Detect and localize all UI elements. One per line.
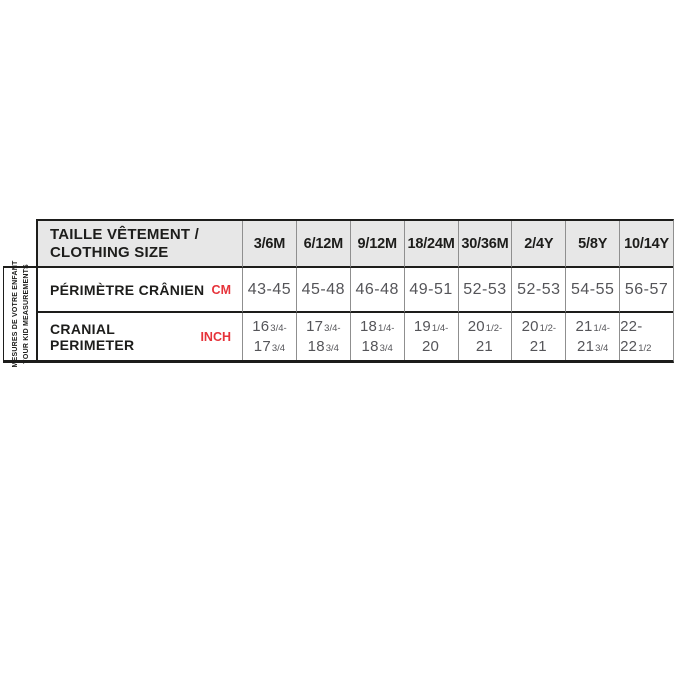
inch-range-end bbox=[577, 337, 608, 357]
inch-range-end bbox=[422, 337, 440, 357]
cm-value-cell: 45-48 bbox=[296, 268, 350, 313]
inch-number: 21 bbox=[529, 337, 547, 355]
inch-range-start bbox=[522, 317, 556, 337]
inch-fraction: 3/4 bbox=[379, 342, 393, 354]
inch-fraction bbox=[547, 343, 548, 354]
inch-fraction bbox=[439, 343, 440, 354]
inch-value-cell bbox=[350, 313, 404, 360]
table-title-line1: TAILLE VÊTEMENT / bbox=[50, 225, 199, 243]
inch-range-start bbox=[620, 317, 673, 356]
inch-fraction: 1/2- bbox=[485, 323, 503, 334]
inch-fraction: 3/4 bbox=[271, 342, 286, 354]
inch-number: 20 bbox=[467, 318, 485, 335]
inch-fraction bbox=[493, 343, 494, 354]
inch-range-start bbox=[252, 317, 286, 337]
side-label bbox=[9, 261, 31, 368]
inch-number: 22-22 bbox=[620, 318, 643, 355]
cm-value-cell: 49-51 bbox=[404, 268, 458, 313]
inch-range-start bbox=[575, 317, 609, 337]
inch-number: 18 bbox=[359, 318, 378, 335]
inch-value-cell bbox=[619, 313, 673, 360]
side-label-line1: MESURES DE VOTRE ENFANT bbox=[11, 260, 19, 368]
inch-value-cell bbox=[565, 313, 619, 360]
inch-range-end bbox=[308, 337, 339, 357]
inch-fraction: 1/4- bbox=[431, 323, 449, 334]
side-label-line2: YOUR KID MEASUREMENTS bbox=[22, 264, 30, 364]
inch-value-cell bbox=[458, 313, 512, 360]
inch-number: 21 bbox=[475, 337, 493, 355]
inch-fraction: 1/2 bbox=[638, 342, 652, 354]
inch-row-label-cell bbox=[38, 313, 242, 360]
table-title-cell bbox=[38, 221, 242, 268]
column-header-18-24m: 18/24M bbox=[404, 221, 458, 268]
cm-value-cell: 52-53 bbox=[458, 268, 512, 313]
inch-value-cell bbox=[511, 313, 565, 360]
inch-fraction: 3/4- bbox=[324, 323, 341, 334]
inch-row-label: CRANIAL PERIMETER bbox=[50, 320, 135, 353]
cm-row-label-cell bbox=[38, 268, 242, 313]
cm-value-cell: 46-48 bbox=[350, 268, 404, 313]
side-label-box bbox=[3, 260, 37, 368]
inch-range-start bbox=[306, 317, 340, 337]
column-header-6-12m: 6/12M bbox=[296, 221, 350, 268]
inch-value-cell bbox=[242, 313, 296, 360]
inch-fraction: 3/4 bbox=[595, 342, 609, 354]
inch-value-cell bbox=[404, 313, 458, 360]
inch-range-end bbox=[530, 337, 548, 357]
inch-number: 21 bbox=[577, 337, 595, 355]
column-header-2-4y: 2/4Y bbox=[511, 221, 565, 268]
inch-number: 19 bbox=[413, 318, 431, 335]
cm-unit-label: CM bbox=[211, 282, 231, 297]
inch-fraction: 1/4- bbox=[378, 323, 395, 334]
inch-fraction: 1/4- bbox=[593, 323, 610, 334]
table-title-line2: CLOTHING SIZE bbox=[50, 243, 169, 261]
inch-fraction: 3/4- bbox=[270, 323, 287, 334]
cm-value-cell: 56-57 bbox=[619, 268, 673, 313]
column-header-9-12m: 9/12M bbox=[350, 221, 404, 268]
column-header-3-6m: 3/6M bbox=[242, 221, 296, 268]
cm-value-cell: 43-45 bbox=[242, 268, 296, 313]
inch-range-end bbox=[362, 337, 393, 357]
inch-number: 21 bbox=[575, 318, 593, 335]
cm-value-cell: 52-53 bbox=[511, 268, 565, 313]
inch-range-start bbox=[468, 317, 502, 337]
column-header-5-8y: 5/8Y bbox=[565, 221, 619, 268]
inch-number: 20 bbox=[422, 337, 440, 355]
inch-number: 16 bbox=[252, 318, 270, 335]
inch-range-start bbox=[414, 317, 448, 337]
inch-range-end bbox=[254, 337, 285, 357]
cm-row-label: PÉRIMÈTRE CRÂNIEN bbox=[50, 281, 205, 298]
inch-fraction: 3/4 bbox=[325, 342, 339, 354]
inch-fraction: 1/2- bbox=[539, 323, 557, 334]
inch-number: 17 bbox=[306, 318, 324, 335]
inch-value-cell bbox=[296, 313, 350, 360]
inch-range-start bbox=[360, 317, 394, 337]
inch-number: 18 bbox=[307, 337, 325, 355]
inch-number: 20 bbox=[521, 318, 539, 335]
inch-range-end bbox=[476, 337, 494, 357]
column-header-10-14y: 10/14Y bbox=[619, 221, 673, 268]
inch-number: 17 bbox=[253, 337, 271, 355]
size-chart-table bbox=[36, 219, 674, 363]
column-header-30-36m: 30/36M bbox=[458, 221, 512, 268]
inch-number: 18 bbox=[361, 337, 379, 355]
cm-value-cell: 54-55 bbox=[565, 268, 619, 313]
inch-unit-label: INCH bbox=[200, 329, 231, 344]
